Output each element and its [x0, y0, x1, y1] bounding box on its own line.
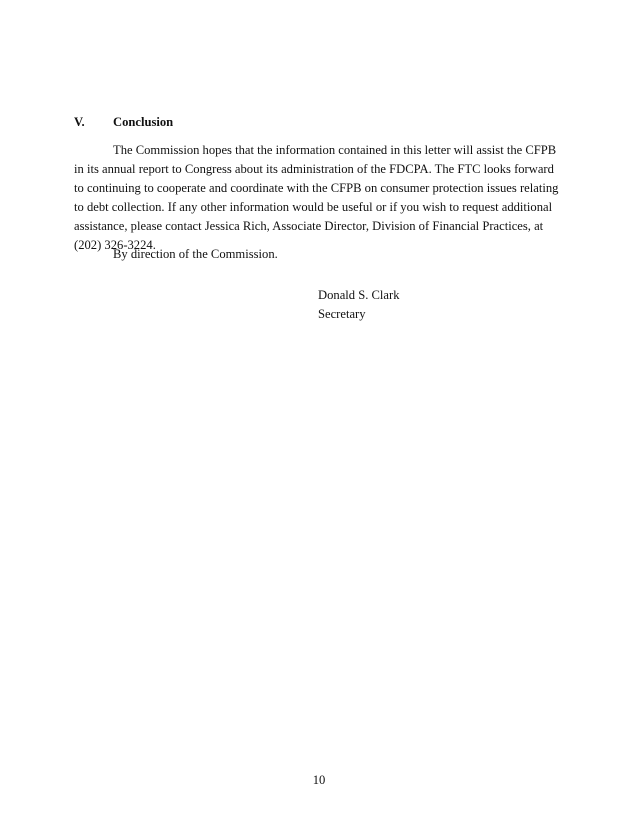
- closing-paragraph: [74, 245, 568, 264]
- paragraph-line: to debt collection. If any other information would be useful or if you wish to request additional: [74, 200, 553, 214]
- conclusion-paragraph: [74, 141, 568, 255]
- closing-line: By direction of the Commission.: [113, 247, 278, 261]
- section-title: Conclusion: [113, 115, 174, 129]
- section-number: V.: [74, 115, 85, 129]
- paragraph-line: to continuing to cooperate and coordinate with the CFPB on consumer protection issues relating: [74, 181, 559, 195]
- paragraph-line: assistance, please contact Jessica Rich, Associate Director, Division of Financial Practices, at: [74, 219, 544, 233]
- page-number: 10: [312, 773, 326, 787]
- signatory-name: Donald S. Clark: [318, 288, 400, 302]
- signatory-title: Secretary: [318, 307, 366, 321]
- signature-block: [318, 286, 400, 324]
- paragraph-line: The Commission hopes that the information contained in this letter will assist the CFPB: [113, 143, 557, 157]
- paragraph-line: in its annual report to Congress about its administration of the FDCPA. The FTC looks forward: [74, 162, 554, 176]
- paragraph-line: (202) 326-3224.: [74, 238, 156, 252]
